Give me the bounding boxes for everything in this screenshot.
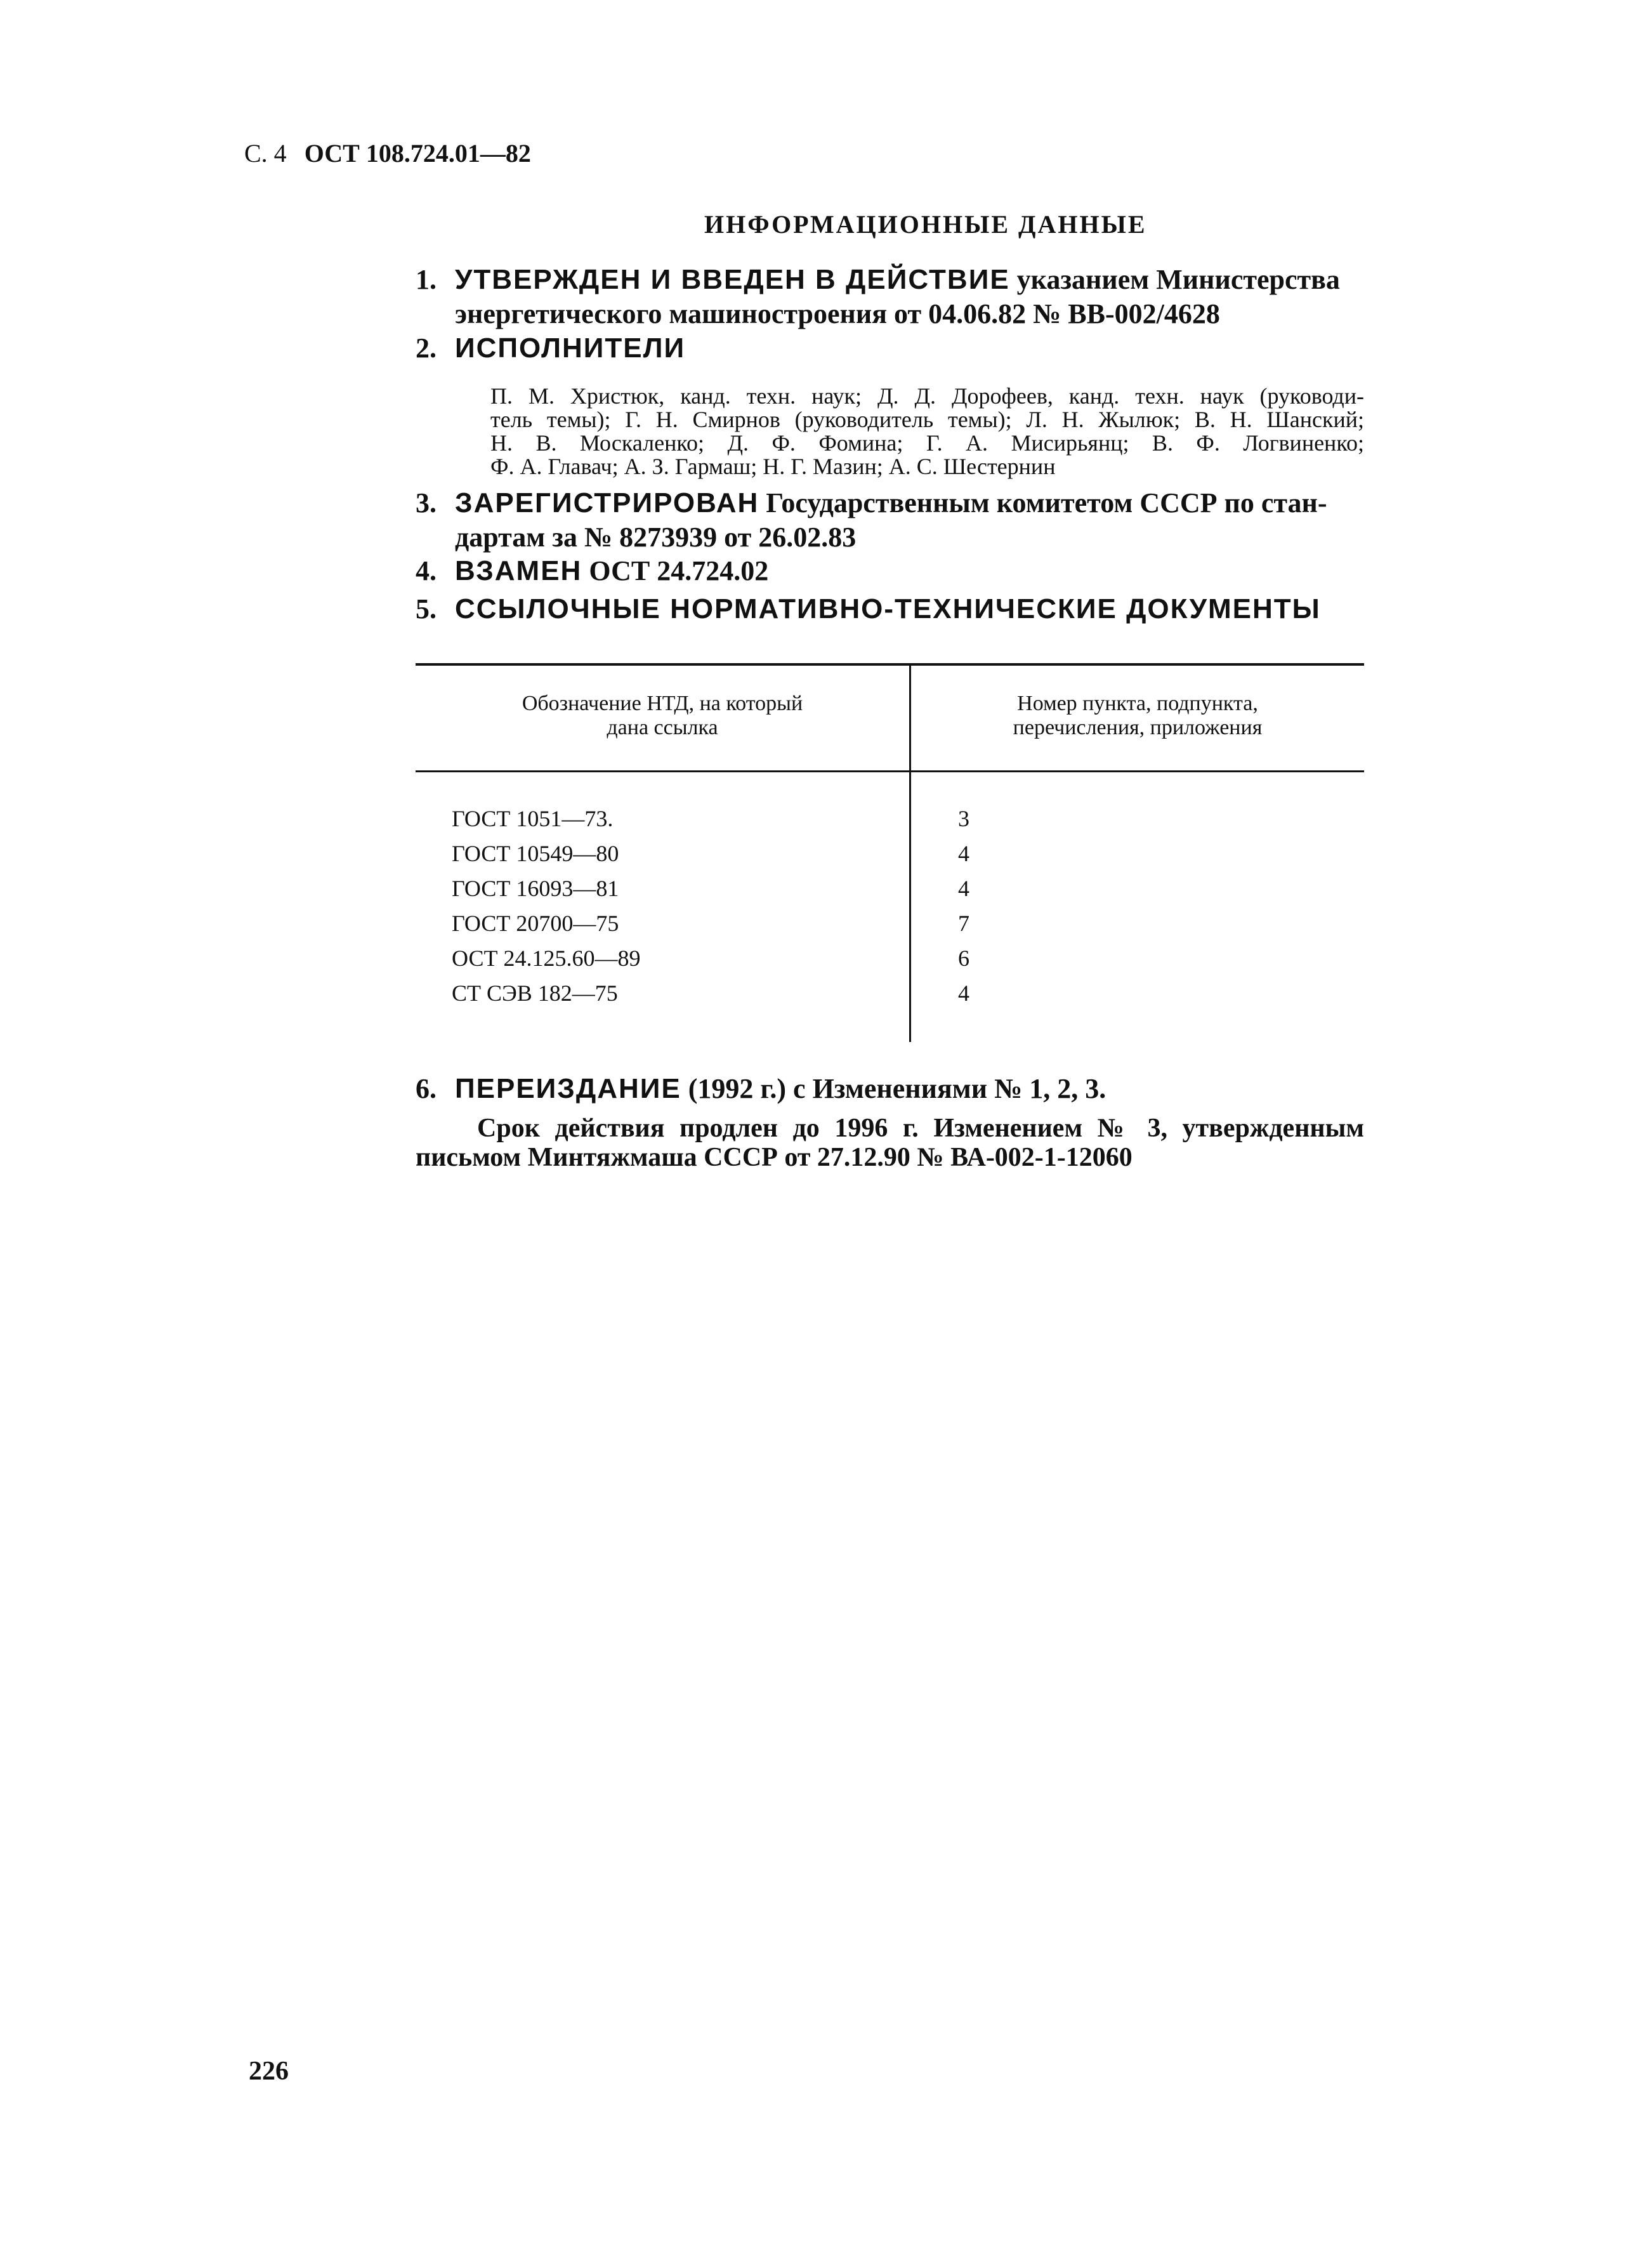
executors-line: Н. В. Москаленко; Д. Ф. Фомина; Г. А. Мисирьянц; В. Ф. Логвиненко; bbox=[490, 430, 1364, 456]
table-header-designation-line: дана ссылка bbox=[607, 716, 718, 739]
section-2-caption: ИСПОЛНИТЕЛИ bbox=[455, 333, 686, 364]
section-4-text: ОСТ 24.724.02 bbox=[582, 555, 769, 586]
section-4-caption: ВЗАМЕН bbox=[455, 555, 582, 586]
table-cell-ref: 7 bbox=[958, 911, 969, 936]
table-cell-doc: ОСТ 24.125.60—89 bbox=[452, 946, 641, 971]
executors-line: Ф. А. Главач; А. З. Гармаш; Н. Г. Мазин; А. С. Шестернин bbox=[490, 454, 1056, 479]
table-cell-doc: ГОСТ 16093—81 bbox=[452, 876, 619, 901]
section-4 bbox=[416, 554, 1364, 588]
executors-line: тель темы); Г. Н. Смирнов (руководитель темы); Л. Н. Жылюк; В. Н. Шанский; bbox=[490, 407, 1364, 432]
table-header-clause-line: Номер пункта, подпункта, bbox=[1017, 692, 1258, 715]
section-3 bbox=[416, 486, 1364, 555]
section-5 bbox=[416, 592, 1364, 626]
section-3-text: Государственным комитетом СССР по стан- bbox=[759, 487, 1327, 518]
table-cell-ref: 4 bbox=[958, 841, 969, 866]
table-cell-doc: ГОСТ 10549—80 bbox=[452, 841, 619, 866]
page-title: ИНФОРМАЦИОННЫЕ ДАННЫЕ bbox=[704, 210, 1147, 239]
running-header bbox=[244, 138, 531, 168]
section-6-number: 6. bbox=[416, 1073, 437, 1104]
table-col-designation bbox=[452, 801, 640, 1011]
section-1-caption: УТВЕРЖДЕН И ВВЕДЕН В ДЕЙСТВИЕ bbox=[455, 264, 1010, 295]
standard-code: ОСТ 108.724.01—82 bbox=[304, 139, 531, 168]
section-6-text: (1992 г.) с Изменениями № 1, 2, 3. bbox=[681, 1073, 1106, 1104]
table-col-clause bbox=[958, 801, 969, 1011]
section-3-number: 3. bbox=[416, 487, 437, 518]
executors-list bbox=[490, 385, 1364, 478]
section-1-number: 1. bbox=[416, 264, 437, 295]
section-1-text-cont: энергетического машиностроения от 04.06.82 № ВВ-002/4628 bbox=[455, 298, 1220, 329]
table-header-rule bbox=[416, 770, 1364, 772]
table-cell-ref: 4 bbox=[958, 876, 969, 901]
table-header-clause bbox=[911, 692, 1364, 740]
table-top-rule bbox=[416, 663, 1364, 666]
table-header-designation bbox=[416, 692, 909, 740]
page-label: С. 4 bbox=[244, 139, 287, 168]
validity-extension bbox=[416, 1114, 1364, 1172]
section-6 bbox=[416, 1073, 1364, 1105]
section-1 bbox=[416, 263, 1364, 331]
section-3-caption: ЗАРЕГИСТРИРОВАН bbox=[455, 487, 759, 518]
section-5-caption: ССЫЛОЧНЫЕ НОРМАТИВНО-ТЕХНИЧЕСКИЕ ДОКУМЕНТЫ bbox=[455, 593, 1321, 624]
validity-extension-line: письмом Минтяжмаша СССР от 27.12.90 № ВА-002-1-12060 bbox=[416, 1143, 1133, 1172]
table-cell-ref: 6 bbox=[958, 946, 969, 971]
section-2-number: 2. bbox=[416, 333, 437, 364]
section-1-text: указанием Министерства bbox=[1009, 264, 1340, 295]
table-cell-doc: СТ СЭВ 182—75 bbox=[452, 980, 618, 1006]
table-header-designation-line: Обозначение НТД, на который bbox=[522, 692, 803, 715]
table-cell-ref: 4 bbox=[958, 980, 969, 1006]
section-6-caption: ПЕРЕИЗДАНИЕ bbox=[455, 1073, 681, 1104]
page-number: 226 bbox=[249, 2057, 289, 2086]
section-5-number: 5. bbox=[416, 593, 437, 624]
table-body-divider bbox=[909, 772, 911, 1042]
section-2 bbox=[416, 331, 1364, 366]
table-cell-ref: 3 bbox=[958, 806, 969, 831]
table-cell-doc: ГОСТ 20700—75 bbox=[452, 911, 619, 936]
table-header-clause-line: перечисления, приложения bbox=[1013, 716, 1263, 739]
section-3-text-cont: дартам за № 8273939 от 26.02.83 bbox=[455, 522, 857, 553]
table-cell-doc: ГОСТ 1051—73. bbox=[452, 806, 614, 831]
validity-extension-line: Срок действия продлен до 1996 г. Изменением № 3, утвержденным bbox=[477, 1114, 1364, 1143]
executors-line: П. М. Христюк, канд. техн. наук; Д. Д. Дорофеев, канд. техн. наук (руководи- bbox=[490, 383, 1364, 409]
section-4-number: 4. bbox=[416, 555, 437, 586]
